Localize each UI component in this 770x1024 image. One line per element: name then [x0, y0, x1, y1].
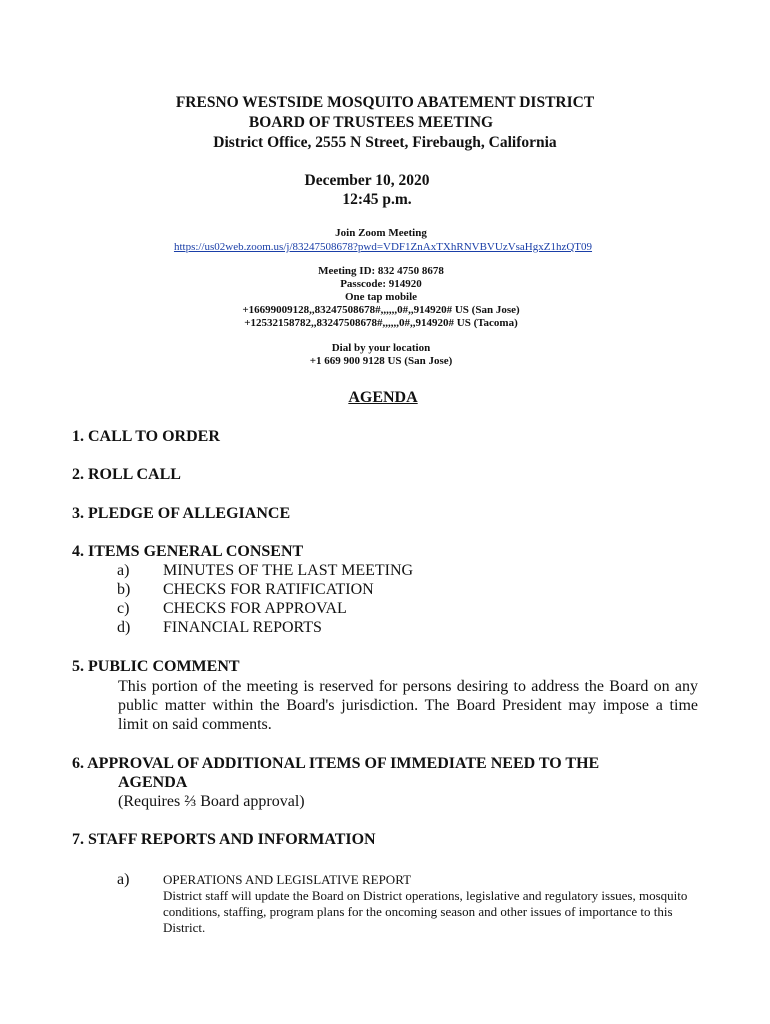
section-staff-reports: 7. STAFF REPORTS AND INFORMATION: [72, 831, 376, 848]
consent-item-minutes: MINUTES OF THE LAST MEETING: [163, 562, 414, 579]
consent-item-letter: a): [117, 562, 130, 579]
section-call-to-order: 1. CALL TO ORDER: [72, 428, 220, 445]
zoom-dial-number: +1 669 900 9128 US (San Jose): [309, 355, 453, 367]
meeting-time: 12:45 p.m.: [342, 191, 412, 208]
section-additional-items: 6. APPROVAL OF ADDITIONAL ITEMS OF IMMEDIATE NEED TO THE: [72, 755, 600, 772]
meeting-location: District Office, 2555 N Street, Firebaugh, California: [213, 134, 557, 151]
section-roll-call: 2. ROLL CALL: [72, 466, 181, 483]
section-general-consent: 4. ITEMS GENERAL CONSENT: [72, 543, 304, 560]
zoom-meeting-id: Meeting ID: 832 4750 8678: [318, 265, 444, 277]
zoom-tap-san-jose: +16699009128,,83247508678#,,,,,,0#,,914920# US (San Jose): [242, 304, 520, 316]
meeting-title: BOARD OF TRUSTEES MEETING: [248, 114, 494, 131]
consent-item-letter: d): [117, 619, 131, 636]
zoom-join-label: Join Zoom Meeting: [335, 227, 427, 239]
zoom-dial-label: Dial by your location: [331, 342, 431, 354]
consent-item-letter: b): [117, 581, 131, 598]
zoom-meeting-link[interactable]: https://us02web.zoom.us/j/83247508678?pwd=VDF1ZnAxTXhRNVBVUzVsaHgxZ1hzQT09: [173, 241, 593, 253]
section-public-comment: 5. PUBLIC COMMENT: [72, 658, 240, 675]
meeting-date: December 10, 2020: [304, 172, 430, 189]
staff-item-letter: a): [117, 871, 130, 888]
consent-item-approval: CHECKS FOR APPROVAL: [163, 600, 347, 617]
district-name: FRESNO WESTSIDE MOSQUITO ABATEMENT DISTRICT: [175, 94, 595, 111]
zoom-one-tap-label: One tap mobile: [344, 291, 418, 303]
section-pledge: 3. PLEDGE OF ALLEGIANCE: [72, 505, 291, 522]
public-comment-body: This portion of the meeting is reserved for persons desiring to address the Board on any public matter within the Board's jurisdiction. The Board President may impose a time limit on said comments.: [118, 678, 698, 733]
section-additional-items-cont: AGENDA: [118, 774, 188, 791]
staff-item-body: District staff will update the Board on District operations, legislative and regulatory issues, mosquito conditions, staffing, program plans for the oncoming season and other issues of importance to this District.: [163, 888, 688, 935]
agenda-title: AGENDA: [348, 389, 418, 406]
consent-item-ratification: CHECKS FOR RATIFICATION: [163, 581, 374, 598]
board-approval-note: (Requires ⅔ Board approval): [118, 793, 305, 810]
zoom-tap-tacoma: +12532158782,,83247508678#,,,,,,0#,,914920# US (Tacoma): [244, 317, 518, 329]
staff-item-title: OPERATIONS AND LEGISLATIVE REPORT: [163, 872, 412, 887]
consent-item-financial: FINANCIAL REPORTS: [163, 619, 322, 636]
consent-item-letter: c): [117, 600, 130, 617]
zoom-passcode: Passcode: 914920: [340, 278, 422, 290]
